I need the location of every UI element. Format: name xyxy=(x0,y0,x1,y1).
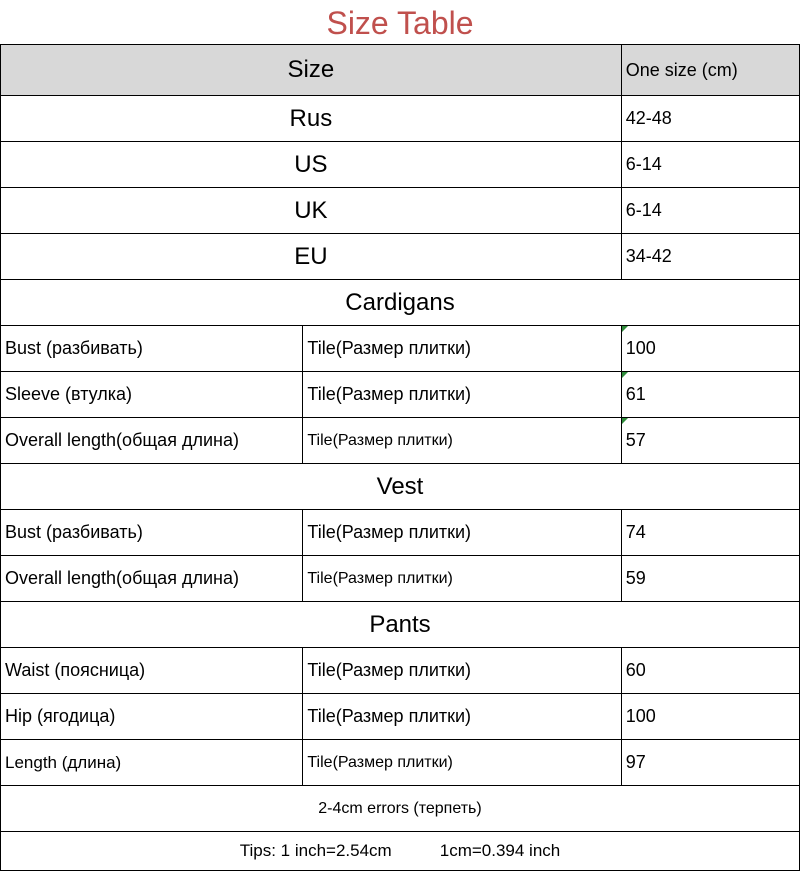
region-row-eu xyxy=(1,234,800,280)
tips-row xyxy=(1,832,800,871)
measurement-value: 61 xyxy=(621,372,799,418)
region-row-us xyxy=(1,142,800,188)
measurement-method: Tile(Размер плитки) xyxy=(303,372,621,418)
measurement-row xyxy=(1,510,800,556)
region-name: EU xyxy=(1,234,622,280)
region-value: 34-42 xyxy=(621,234,799,280)
measurement-row xyxy=(1,418,800,464)
measurement-label: Bust (разбивать) xyxy=(1,326,303,372)
cell-marker-icon xyxy=(622,418,628,424)
measurement-label: Hip (ягодица) xyxy=(1,694,303,740)
section-header-cardigans xyxy=(1,280,800,326)
measurement-label: Bust (разбивать) xyxy=(1,510,303,556)
region-name: Rus xyxy=(1,96,622,142)
region-row-rus xyxy=(1,96,800,142)
measurement-row xyxy=(1,694,800,740)
measurement-label: Sleeve (втулка) xyxy=(1,372,303,418)
size-table xyxy=(0,44,800,871)
region-value: 6-14 xyxy=(621,188,799,234)
measurement-value: 97 xyxy=(621,740,799,786)
measurement-value: 100 xyxy=(621,694,799,740)
measurement-label: Overall length(общая длина) xyxy=(1,418,303,464)
measurement-method: Tile(Размер плитки) xyxy=(303,510,621,556)
measurement-label: Waist (поясница) xyxy=(1,648,303,694)
size-table-title: Size Table xyxy=(326,5,474,41)
header-row xyxy=(1,45,800,96)
measurement-method: Tile(Размер плитки) xyxy=(303,694,621,740)
region-name: US xyxy=(1,142,622,188)
cell-marker-icon xyxy=(622,326,628,332)
measurement-method: Tile(Размер плитки) xyxy=(303,648,621,694)
measurement-row xyxy=(1,740,800,786)
unit-header: One size (cm) xyxy=(621,45,799,96)
measurement-method: Tile(Размер плитки) xyxy=(303,740,621,786)
section-title: Vest xyxy=(1,464,800,510)
tips-cm: 1cm=0.394 inch xyxy=(439,841,561,860)
measurement-row xyxy=(1,372,800,418)
section-header-pants xyxy=(1,602,800,648)
tips-cell xyxy=(1,832,800,871)
cell-marker-icon xyxy=(622,372,628,378)
section-title: Cardigans xyxy=(1,280,800,326)
errors-row xyxy=(1,786,800,832)
region-name: UK xyxy=(1,188,622,234)
measurement-value: 57 xyxy=(621,418,799,464)
measurement-value: 100 xyxy=(621,326,799,372)
measurement-row xyxy=(1,326,800,372)
measurement-value: 59 xyxy=(621,556,799,602)
region-value: 6-14 xyxy=(621,142,799,188)
measurement-value: 74 xyxy=(621,510,799,556)
measurement-method: Tile(Размер плитки) xyxy=(303,418,621,464)
measurement-method: Tile(Размер плитки) xyxy=(303,326,621,372)
measurement-row xyxy=(1,648,800,694)
errors-note: 2-4cm errors (терпеть) xyxy=(1,786,800,832)
measurement-row xyxy=(1,556,800,602)
region-value: 42-48 xyxy=(621,96,799,142)
measurement-label: Overall length(общая длина) xyxy=(1,556,303,602)
size-header: Size xyxy=(1,45,622,96)
tips-inch: Tips: 1 inch=2.54cm xyxy=(239,841,392,860)
measurement-label: Length (длина) xyxy=(1,740,303,786)
region-row-uk xyxy=(1,188,800,234)
section-header-vest xyxy=(1,464,800,510)
measurement-value: 60 xyxy=(621,648,799,694)
measurement-method: Tile(Размер плитки) xyxy=(303,556,621,602)
section-title: Pants xyxy=(1,602,800,648)
